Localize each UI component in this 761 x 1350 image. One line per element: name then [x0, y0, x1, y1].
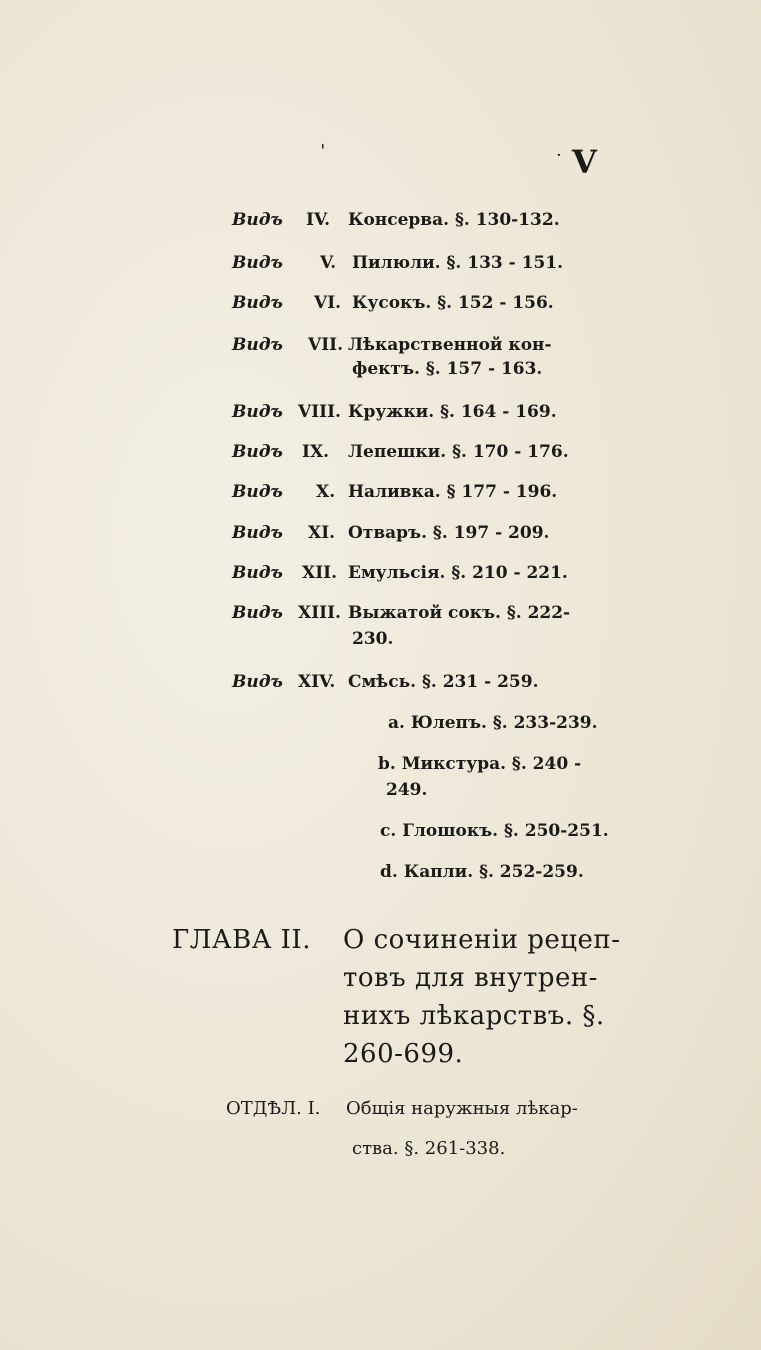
- entry-kind: Видъ: [232, 523, 283, 543]
- entry-kind: Видъ: [232, 210, 283, 230]
- section-title-line: ства. §. 261-338.: [352, 1138, 506, 1159]
- entry-number: XIII.: [298, 603, 341, 623]
- entry-text: Наливка. § 177 - 196.: [348, 482, 558, 502]
- section-label: ОТДѢЛ. I.: [226, 1098, 321, 1119]
- entry-kind: Видъ: [232, 442, 283, 462]
- page-number: V: [572, 143, 598, 181]
- entry-text: Смѣсь. §. 231 - 259.: [348, 672, 539, 692]
- entry-kind: Видъ: [232, 482, 283, 502]
- toc-subentry: d. Капли. §. 252-259.: [380, 862, 584, 882]
- entry-number: VIII.: [298, 402, 341, 422]
- entry-text: Пилюли. §. 133 - 151.: [352, 253, 564, 273]
- entry-kind: Видъ: [232, 603, 283, 623]
- entry-number: XII.: [302, 563, 338, 583]
- chapter-label: ГЛАВА II.: [172, 925, 311, 955]
- toc-subentry: c. Глошокъ. §. 250-251.: [380, 821, 609, 841]
- print-mark: ·: [556, 145, 562, 166]
- chapter-title-line: товъ для внутрен-: [343, 963, 598, 993]
- chapter-title-line: нихъ лѣкарствъ. §.: [343, 1001, 605, 1031]
- entry-text: Лѣкарственной кон-: [348, 335, 552, 355]
- toc-subentry-continuation: 249.: [386, 780, 428, 800]
- entry-text: Отваръ. §. 197 - 209.: [348, 523, 550, 543]
- toc-subentry: a. Юлепъ. §. 233-239.: [388, 713, 598, 733]
- entry-kind: Видъ: [232, 402, 283, 422]
- entry-text: Емульсія. §. 210 - 221.: [348, 563, 568, 583]
- chapter-title-line: 260-699.: [343, 1039, 464, 1069]
- entry-number: XIV.: [298, 672, 336, 692]
- entry-text: Кусокъ. §. 152 - 156.: [352, 293, 554, 313]
- entry-number: IX.: [302, 442, 330, 462]
- entry-kind: Видъ: [232, 672, 283, 692]
- entry-continuation: фектъ. §. 157 - 163.: [352, 359, 543, 379]
- entry-number: X.: [316, 482, 336, 502]
- entry-number: IV.: [306, 210, 331, 230]
- section-title-line: Общія наружныя лѣкар-: [346, 1098, 578, 1119]
- entry-kind: Видъ: [232, 335, 283, 355]
- print-mark: ˈ: [320, 140, 326, 164]
- entry-text: Кружки. §. 164 - 169.: [348, 402, 557, 422]
- chapter-title-line: О сочиненіи рецеп-: [343, 925, 621, 955]
- entry-text: Лепешки. §. 170 - 176.: [348, 442, 569, 462]
- entry-number: V.: [320, 253, 337, 273]
- entry-kind: Видъ: [232, 253, 283, 273]
- entry-continuation: 230.: [352, 629, 394, 649]
- entry-number: VI.: [314, 293, 342, 313]
- entry-number: XI.: [308, 523, 336, 543]
- entry-number: VII.: [308, 335, 344, 355]
- toc-subentry: b. Микстура. §. 240 -: [378, 754, 582, 774]
- entry-text: Консерва. §. 130-132.: [348, 210, 560, 230]
- entry-kind: Видъ: [232, 563, 283, 583]
- entry-kind: Видъ: [232, 293, 283, 313]
- entry-text: Выжатой сокъ. §. 222-: [348, 603, 571, 623]
